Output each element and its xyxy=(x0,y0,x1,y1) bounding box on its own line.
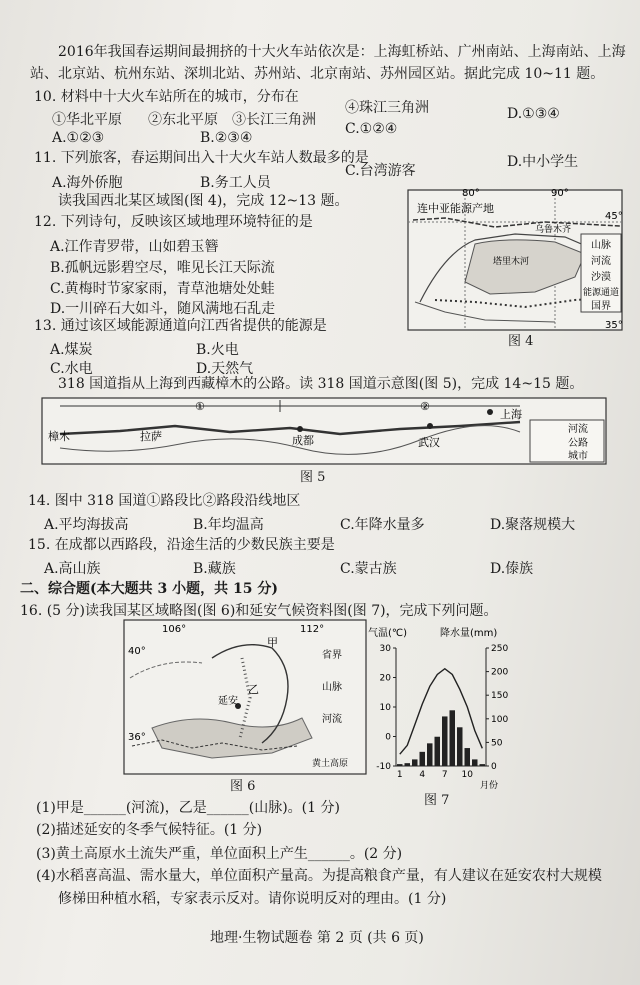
fig7-temp-tick-label: 10 xyxy=(379,703,391,713)
page-footer: 地理·生物试题卷 第 2 页 (共 6 页) xyxy=(210,930,424,946)
q13-stem: 13. 通过该区域能源通道向江西省提供的能源是 xyxy=(34,318,327,334)
q13-option-b: B.火电 xyxy=(196,342,239,358)
fig7-precip-bar xyxy=(480,764,486,766)
fig7-precip-bar xyxy=(450,710,456,766)
fig7-precip-tick-label: 100 xyxy=(491,714,509,725)
fig5-city-wuhan: 武汉 xyxy=(418,436,440,449)
fig7-temp-tick-label: 20 xyxy=(379,673,391,684)
fig4-legend-river: 河流 xyxy=(591,256,611,267)
q12-option-c: C.黄梅时节家家雨，青草池塘处处蛙 xyxy=(50,281,275,297)
fig4-river-label: 塔里木河 xyxy=(493,257,530,267)
fig7-precip-tick-label: 150 xyxy=(491,691,509,702)
fig7-precip-bar xyxy=(435,737,441,766)
q15-option-c: C.蒙古族 xyxy=(340,561,397,577)
fig5-city-zhangmu: 樟木 xyxy=(48,430,70,443)
q12-option-a: A.江作青罗带，山如碧玉簪 xyxy=(50,239,219,255)
fig6-legend-mountain: 山脉 xyxy=(322,682,342,693)
q14-option-c: C.年降水量多 xyxy=(340,517,425,533)
q13-option-d: D.天然气 xyxy=(196,361,254,377)
fig6-legend-loess: 黄土高原 xyxy=(312,759,349,769)
q10-option-a: A.①②③ xyxy=(52,130,105,146)
fig5-seg1: ① xyxy=(195,400,205,413)
intro-line-1: 2016年我国春运期间最拥挤的十大火车站依次是：上海虹桥站、广州南站、上海南站、上海 xyxy=(58,44,626,60)
q16-sub-3: (3)黄土高原水土流失严重，单位面积上产生______。(2 分) xyxy=(36,846,403,862)
fig4-legend-desert: 沙漠 xyxy=(591,272,611,283)
q14-option-d: D.聚落规模大 xyxy=(490,517,576,533)
fig6-jia: 甲 xyxy=(267,636,278,649)
q16-sub-1: (1)甲是______(河流)，乙是______(山脉)。(1 分) xyxy=(36,800,340,816)
fig7-precip-bar xyxy=(465,748,471,766)
fig4-route-label: 连中亚能源产地 xyxy=(417,202,494,215)
q10-option-b: B.②③④ xyxy=(200,130,253,146)
fig6-lat40: 40° xyxy=(128,646,146,657)
q16-sub-4a: (4)水稻喜高温、需水量大，单位面积产量高。为提高粮食产量，有人建议在延安农村大规模 xyxy=(36,868,602,884)
fig5-city-lhasa: 拉萨 xyxy=(140,430,162,443)
fig5-legend-river: 河流 xyxy=(568,424,588,435)
fig5-city-chengdu: 成都 xyxy=(292,434,314,447)
fig7-month-tick-label: 4 xyxy=(419,770,426,780)
q11-option-b: B.务工人员 xyxy=(200,175,271,191)
fig7-precip-bar xyxy=(412,759,418,766)
q14-option-b: B.年均温高 xyxy=(193,517,264,533)
fig7-temp-axis-title: 气温(℃) xyxy=(368,628,408,639)
q12-option-b: B.孤帆远影碧空尽，唯见长江天际流 xyxy=(50,260,275,276)
figure-6-map xyxy=(122,618,368,778)
read-fig4: 读我国西北某区域图(图 4)，完成 12~13 题。 xyxy=(58,193,349,209)
fig5-city-shanghai: 上海 xyxy=(500,408,522,421)
fig7-precip-tick-label: 50 xyxy=(491,738,503,749)
fig7-temp-tick-label: -10 xyxy=(376,762,391,772)
fig7-temperature-line xyxy=(400,669,483,755)
fig4-lon90: 90° xyxy=(551,188,569,199)
q11-option-a: A.海外侨胞 xyxy=(52,175,123,191)
fig4-legend-border: 国界 xyxy=(591,301,611,312)
figure-7-climate-chart xyxy=(366,624,516,790)
fig7-temp-tick-label: 30 xyxy=(379,644,391,654)
fig7-precip-bar xyxy=(427,743,433,766)
fig7-precip-tick-label: 250 xyxy=(491,644,509,654)
fig7-month-tick-label: 10 xyxy=(461,770,473,780)
fig7-precip-bar xyxy=(405,763,411,766)
fig6-legend-river: 河流 xyxy=(322,714,342,725)
fig7-precip-bar xyxy=(397,764,403,766)
fig6-lon112: 112° xyxy=(300,624,325,635)
fig7-precip-bar xyxy=(442,716,448,766)
fig6-yi: 乙 xyxy=(248,683,259,696)
q10-item-1: ①华北平原 xyxy=(52,112,122,128)
q10-item-2: ②东北平原 xyxy=(148,112,218,128)
fig4-legend-mountain: 山脉 xyxy=(591,240,611,251)
fig6-lon106: 106° xyxy=(162,624,187,635)
intro-line-2: 站、北京站、杭州东站、深圳北站、苏州站、北京南站、苏州园区站。据此完成 10~11 题。 xyxy=(30,66,605,82)
q10-item-4: ④珠江三角洲 xyxy=(345,100,429,116)
fig4-legend-energy: 能源通道 xyxy=(583,288,620,298)
q16-sub-2: (2)描述延安的冬季气候特征。(1 分) xyxy=(36,822,263,838)
q16-sub-4b: 修梯田种植水稻，专家表示反对。请你说明反对的理由。(1 分) xyxy=(58,891,447,907)
q11-option-c: C.台湾游客 xyxy=(345,163,416,179)
fig7-caption: 图 7 xyxy=(424,793,450,808)
fig4-lat45: 45° xyxy=(605,211,623,222)
q12-option-d: D.一川碎石大如斗，随风满地石乱走 xyxy=(50,301,276,317)
fig4-lat35: 35° xyxy=(605,320,623,331)
q11-option-d: D.中小学生 xyxy=(507,154,579,170)
fig7-month-unit: 月份 xyxy=(480,781,499,790)
q14-option-a: A.平均海拔高 xyxy=(44,517,129,533)
fig7-precip-bar xyxy=(420,752,426,766)
fig5-caption: 图 5 xyxy=(300,470,326,485)
fig7-month-tick-label: 7 xyxy=(441,770,448,780)
fig7-precip-tick-label: 200 xyxy=(491,667,509,678)
fig4-lon80: 80° xyxy=(462,188,480,199)
q10-option-d: D.①③④ xyxy=(507,106,560,122)
fig7-precip-tick-label: 0 xyxy=(491,762,497,772)
q13-option-c: C.水电 xyxy=(50,361,93,377)
fig6-legend-border: 省界 xyxy=(322,650,342,661)
fig5-seg2: ② xyxy=(420,400,430,413)
q10-item-3: ③长江三角洲 xyxy=(232,112,316,128)
fig7-precip-bar xyxy=(457,727,463,766)
q14-stem: 14. 图中 318 国道①路段比②路段沿线地区 xyxy=(28,493,301,509)
fig4-east-label: 乌鲁木齐 xyxy=(535,225,572,235)
q10-option-c: C.①②④ xyxy=(345,121,398,137)
fig5-legend-city: 城市 xyxy=(568,451,588,462)
fig6-lat36: 36° xyxy=(128,732,146,743)
fig7-month-tick-label: 1 xyxy=(396,770,403,780)
figure-5-map xyxy=(40,396,608,468)
q10-stem: 10. 材料中十大火车站所在的城市，分布在 xyxy=(34,89,299,105)
q15-option-b: B.藏族 xyxy=(193,561,236,577)
q15-stem: 15. 在成都以西路段，沿途生活的少数民族主要是 xyxy=(28,537,335,553)
read-fig5: 318 国道指从上海到西藏樟木的公路。读 318 国道示意图(图 5)，完成 14~15 题。 xyxy=(58,376,584,392)
figure-4-map xyxy=(405,182,627,347)
q13-option-a: A.煤炭 xyxy=(50,342,93,358)
q15-option-a: A.高山族 xyxy=(44,561,101,577)
fig5-legend-road: 公路 xyxy=(568,438,588,449)
fig7-temp-tick-label: 0 xyxy=(385,732,391,743)
q11-stem: 11. 下列旅客，春运期间出入十大火车站人数最多的是 xyxy=(34,150,369,166)
q12-stem: 12. 下列诗句，反映该区域地理环境特征的是 xyxy=(34,214,313,230)
fig6-city: 延安 xyxy=(218,696,238,707)
fig4-caption: 图 4 xyxy=(508,334,534,349)
fig7-precip-bar xyxy=(472,759,478,766)
fig7-precip-axis-title: 降水量(mm) xyxy=(440,628,498,639)
fig6-caption: 图 6 xyxy=(230,779,256,794)
q15-option-d: D.傣族 xyxy=(490,561,534,577)
q16-stem: 16. (5 分)读我国某区域略图(图 6)和延安气候资料图(图 7)，完成下列问题。 xyxy=(20,603,498,619)
section-2-heading: 二、综合题(本大题共 3 小题，共 15 分) xyxy=(20,581,278,597)
